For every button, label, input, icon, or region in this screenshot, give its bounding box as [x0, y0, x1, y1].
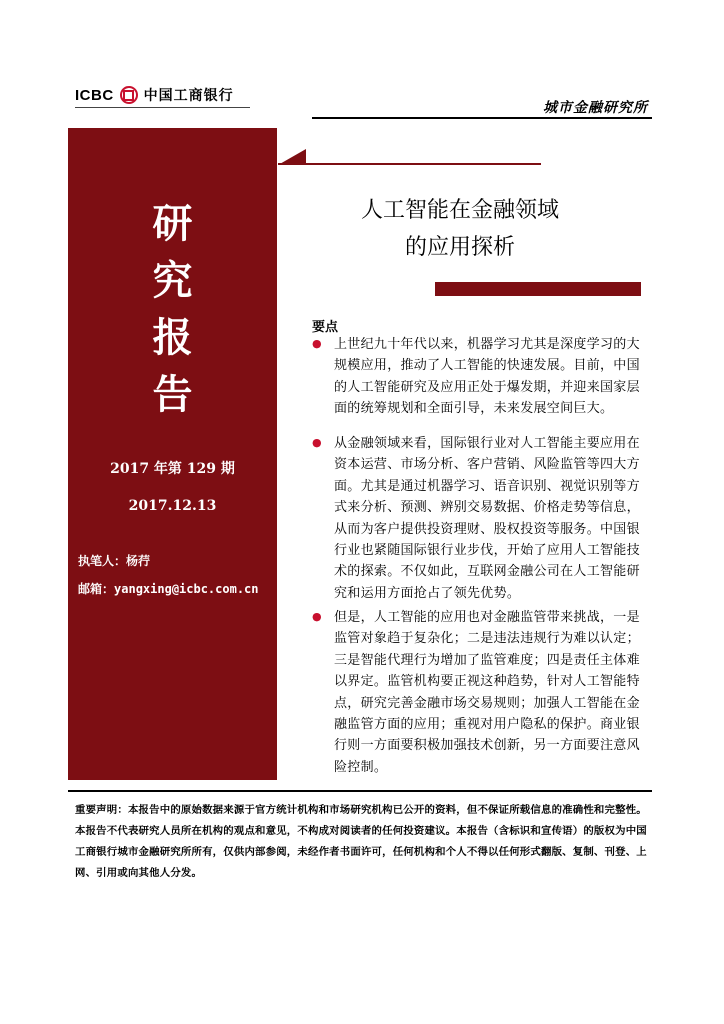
logo-text-en: ICBC	[75, 86, 114, 104]
title-bottom-bar	[435, 282, 641, 296]
department-name: 城市金融研究所	[543, 100, 648, 116]
author-email	[78, 580, 259, 597]
author: 执笔人：杨荇	[78, 554, 151, 568]
key-point-2	[312, 433, 652, 604]
icbc-seal-icon	[120, 86, 138, 104]
bullet-icon: ●	[312, 610, 322, 623]
issue-number: 2017 年第 129 期	[110, 461, 235, 477]
disclaimer-divider	[68, 790, 652, 792]
key-points-heading: 要点	[312, 320, 339, 335]
report-title-line-2: 的应用探析	[404, 235, 515, 260]
report-char-3: 报	[152, 315, 193, 361]
icbc-logo	[75, 84, 234, 106]
report-side-panel	[68, 128, 277, 780]
bullet-icon: ●	[312, 436, 322, 449]
logo-text-cn: 中国工商银行	[143, 88, 234, 104]
title-top-bar	[278, 163, 541, 165]
key-point-text: 上世纪九十年代以来，机器学习尤其是深度学习的大规模应用，推动了人工智能的快速发展。目前，中国的人工智能研究及应用正处于爆发期，并迎来国家层面的统筹规划和全面引导，未来发展空间巨大。	[334, 337, 640, 417]
header-divider	[312, 117, 652, 119]
key-point-text: 从金融领域来看，国际银行业对人工智能主要应用在资本运营、市场分析、客户营销、风险监管等四大方面。尤其是通过机器学习、语音识别、视觉识别等方式来分析、预测、辨别交易数据、价格走势等信息，从而为客户提供投资理财、股权投资等服务。中国银行业也紧随国际银行业步伐，开始了应用人工智能技术的探索。不仅如此，互联网金融公司在人工智能研究和运用方面抢占了领先优势。	[334, 436, 640, 601]
key-point-1	[312, 334, 652, 420]
disclaimer-text: 重要声明：本报告中的原始数据来源于官方统计机构和市场研究机构已公开的资料，但不保证所载信息的准确性和完整性。本报告不代表研究人员所在机构的观点和意见，不构成对阅读者的任何投资建议。本报告（含标识和宣传语）的版权为中国工商银行城市金融研究所所有，仅供内部参阅，未经作者书面许可，任何机构和个人不得以任何形式翻版、复制、刊登、上网、引用或向其他人分发。	[75, 804, 647, 879]
email-address: yangxing@icbc.com.cn	[114, 582, 259, 596]
report-date: 2017.12.13	[128, 498, 217, 514]
bullet-icon: ●	[312, 337, 322, 350]
report-char-1: 研	[152, 201, 193, 247]
report-char-4: 告	[152, 372, 193, 418]
logo-underline	[75, 107, 250, 108]
key-point-text: 但是，人工智能的应用也对金融监管带来挑战，一是监管对象趋于复杂化；二是违法违规行为难以认定；三是智能代理行为增加了监管难度；四是责任主体难以界定。监管机构要正视这种趋势，针对人工智能特点，研究完善金融市场交易规则；加强人工智能在金融监管方面的应用；重视对用户隐私的保护。商业银行则一方面要积极加强技术创新，另一方面要注意风险控制。	[334, 610, 640, 775]
key-point-3	[312, 607, 652, 778]
report-char-2: 究	[152, 258, 193, 304]
report-title-line-1: 人工智能在金融领域	[360, 198, 559, 223]
email-label: 邮箱：	[78, 582, 115, 596]
